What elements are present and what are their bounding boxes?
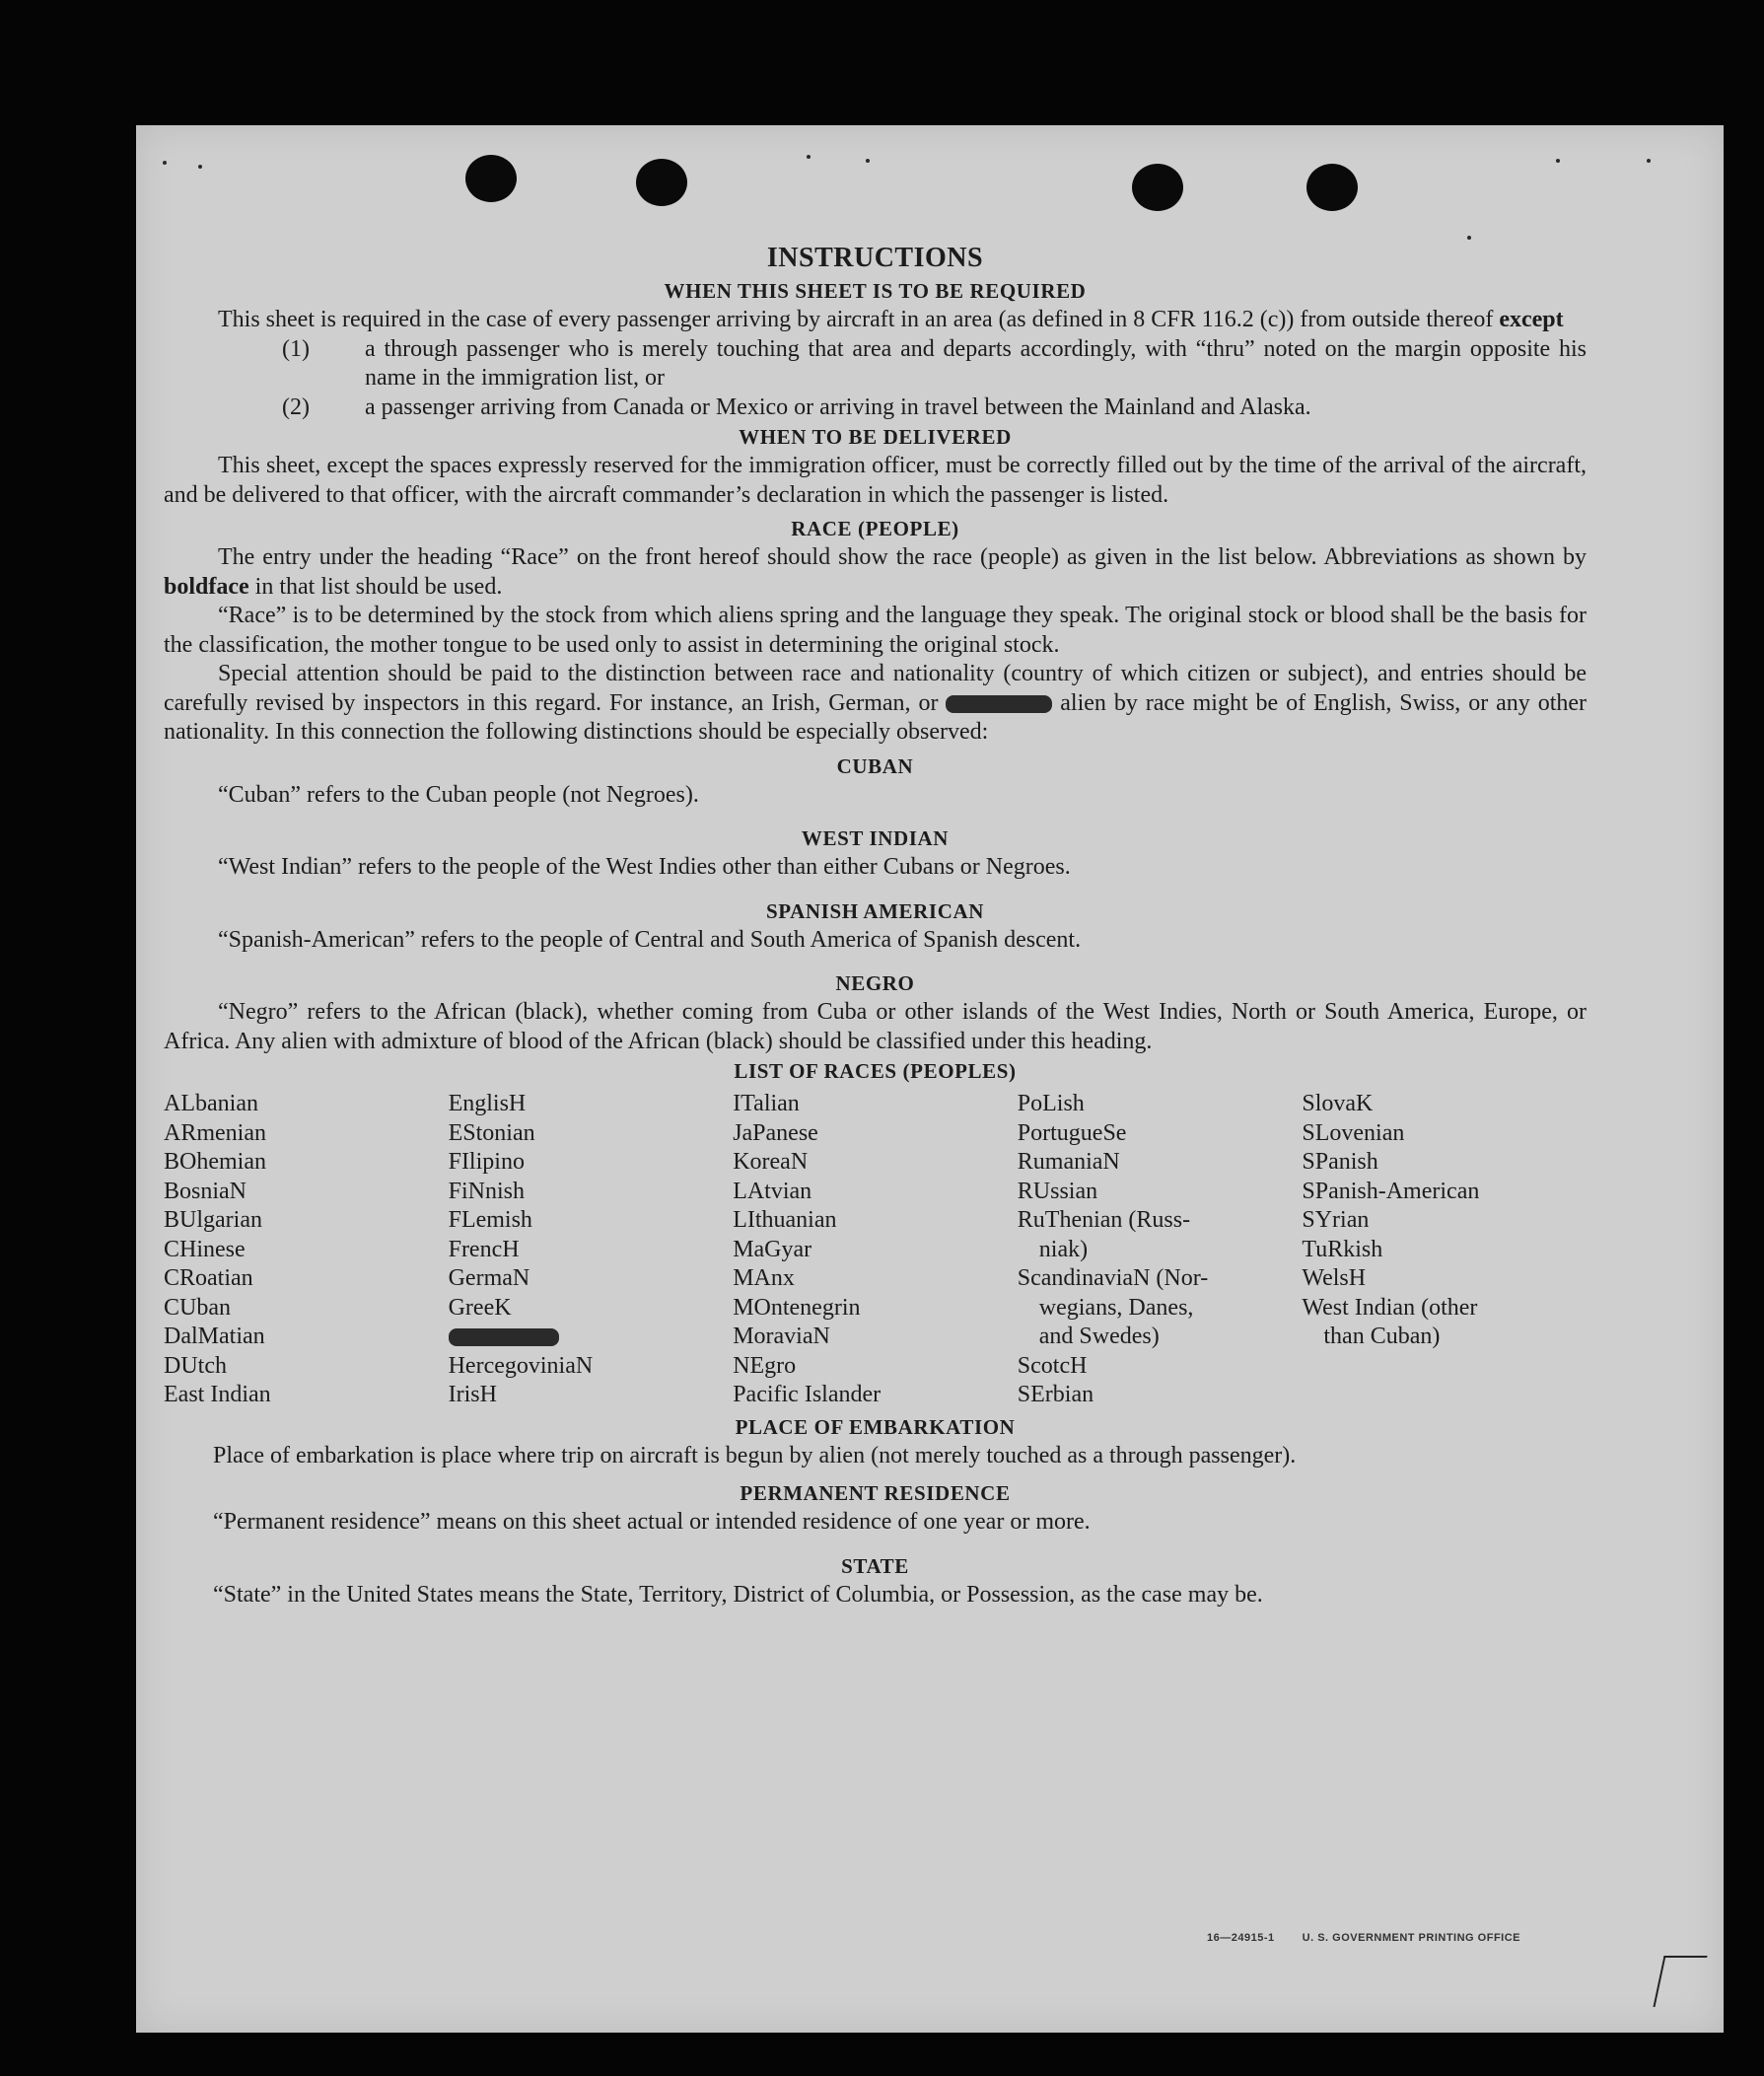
race-entry: SlovaK — [1302, 1091, 1374, 1116]
race-entry: PoLish — [1017, 1091, 1085, 1116]
race-entry: RUssian — [1017, 1178, 1098, 1204]
race-entry: MAnx — [733, 1265, 795, 1291]
punch-hole — [1306, 164, 1358, 211]
page-title: INSTRUCTIONS — [766, 243, 984, 273]
race-entry: SPanish-American — [1302, 1178, 1480, 1204]
document-sheet — [136, 125, 1724, 2033]
race-text: in that list should be used. — [254, 573, 503, 600]
form-footer — [1207, 1932, 1520, 1944]
boldface-word: boldface — [164, 573, 249, 600]
race-entry: CUban — [164, 1294, 231, 1321]
heading-cuban: CUBAN — [836, 753, 914, 778]
race-text: The entry under the heading “Race” on the front hereof should show the race (people) as given in the list below. Abbreviations as shown by — [218, 544, 1587, 570]
race-entry: SPanish — [1302, 1149, 1378, 1175]
race-entry: EStonian — [448, 1119, 535, 1146]
race-entry: NEgro — [733, 1352, 797, 1379]
list-item — [282, 335, 1587, 394]
paragraph-spanish-american: “Spanish-American” refers to the people of Central and South America of Spanish descent. — [218, 926, 1082, 953]
speck — [163, 161, 167, 165]
race-entry: FLemish — [448, 1207, 532, 1233]
races-list — [164, 1090, 1587, 1410]
races-column — [733, 1090, 1018, 1410]
paragraph-when-delivered: This sheet, except the spaces expressly reserved for the immigration officer, must be correctly filled out by the time of the arrival of the aircraft, and be delivered to that officer, with the aircraft commander’s declaration in which the passenger is listed. — [164, 453, 1587, 508]
redaction-blot — [946, 695, 1052, 713]
races-column — [1302, 1090, 1587, 1410]
heading-west-indian: WEST INDIAN — [801, 826, 950, 850]
race-entry: ScandinaviaN (Nor- — [1017, 1265, 1209, 1291]
paragraph-embarkation: Place of embarkation is place where trip on aircraft is begun by alien (not merely touched as a through passenger). — [213, 1442, 1297, 1468]
paragraph-west-indian: “West Indian” refers to the people of the West Indies other than either Cubans or Negroes. — [218, 854, 1071, 880]
heading-state: STATE — [841, 1553, 909, 1578]
race-entry: ALbanian — [164, 1091, 258, 1116]
race-entry: ITalian — [733, 1091, 800, 1116]
heading-embarkation: PLACE OF EMBARKATION — [735, 1414, 1016, 1439]
paragraph-cuban: “Cuban” refers to the Cuban people (not Negroes). — [218, 781, 699, 808]
race-entry-continued: than Cuban) — [1323, 1324, 1441, 1349]
race-entry: Pacific Islander — [733, 1382, 882, 1407]
redaction-blot — [449, 1328, 559, 1346]
race-entry: FiNnish — [448, 1178, 525, 1204]
race-entry: GermaN — [448, 1265, 530, 1291]
race-entry: LIthuanian — [733, 1207, 837, 1233]
paragraph-race-1 — [164, 543, 1587, 602]
paragraph-race-2: “Race” is to be determined by the stock from which aliens spring and the language they speak. The original stock or blood shall be the basis for the classification, the mother tongue to be used only to assist in determining the original stock. — [164, 603, 1587, 658]
race-entry: DalMatian — [164, 1324, 265, 1349]
race-entry: RuThenian (Russ- — [1017, 1207, 1191, 1233]
speck — [198, 165, 202, 169]
race-entry: MoraviaN — [733, 1324, 830, 1349]
paragraph-permanent-residence: “Permanent residence” means on this sheet actual or intended residence of one year or more. — [213, 1509, 1091, 1535]
speck — [807, 155, 811, 159]
heading-when-delivered: WHEN TO BE DELIVERED — [739, 425, 1012, 449]
race-text: alien by race might be of English, Swiss, or any other nationality. In this connection the following distinctions should be especially observed: — [164, 689, 1588, 745]
race-entry: SYrian — [1302, 1207, 1370, 1233]
speck — [866, 159, 870, 163]
form-number: 16—24915-1 — [1207, 1932, 1275, 1944]
race-entry: ARmenian — [164, 1119, 266, 1146]
speck — [1467, 236, 1471, 240]
heading-race: RACE (PEOPLE) — [791, 517, 959, 540]
race-entry: KoreaN — [733, 1149, 809, 1175]
race-entry-continued: and Swedes) — [1038, 1324, 1160, 1349]
race-entry: WelsH — [1302, 1265, 1367, 1291]
item-text: a through passenger who is merely touching that area and departs accordingly, with “thru” noted on the margin opposite his name in the immigration list, or — [365, 335, 1587, 391]
races-column — [164, 1090, 449, 1410]
race-entry: SErbian — [1017, 1382, 1094, 1407]
speck — [1556, 159, 1560, 163]
race-entry: MaGyar — [733, 1236, 812, 1262]
race-entry: TuRkish — [1302, 1236, 1383, 1262]
heading-negro: NEGRO — [835, 971, 915, 995]
race-entry: CRoatian — [164, 1265, 253, 1291]
item-number: (2) — [282, 394, 310, 420]
punch-hole — [1132, 164, 1183, 211]
folded-corner — [1653, 1956, 1707, 2007]
race-entry: SLovenian — [1302, 1119, 1405, 1146]
paragraph-race-3 — [164, 660, 1587, 748]
race-entry: LAtvian — [733, 1178, 812, 1204]
race-entry: CHinese — [164, 1236, 246, 1262]
races-column — [1018, 1090, 1303, 1410]
item-number: (1) — [282, 335, 310, 362]
race-entry: JaPanese — [733, 1119, 818, 1146]
punch-hole — [465, 155, 517, 202]
heading-when-required: WHEN THIS SHEET IS TO BE REQUIRED — [664, 279, 1087, 303]
race-entry: BosniaN — [164, 1178, 247, 1204]
speck — [1647, 159, 1651, 163]
paragraph-negro: “Negro” refers to the African (black), whether coming from Cuba or other islands of the West Indies, North or South America, Europe, or Africa. Any alien with admixture of blood of the African (black) should be classified under this heading. — [164, 999, 1587, 1054]
race-entry-continued: niak) — [1038, 1236, 1089, 1262]
race-entry-redacted — [449, 1323, 734, 1352]
list-item — [282, 394, 1587, 423]
race-text: Special attention should be paid to the distinction between race and nationality (country of which citizen or subject), and entries should be carefully revised by inspectors in this regard. For instance, an Irish, German, or — [164, 661, 1587, 716]
race-entry-continued: wegians, Danes, — [1038, 1294, 1194, 1321]
race-entry: East Indian — [164, 1382, 271, 1407]
race-entry: ScotcH — [1017, 1352, 1088, 1379]
except-bold: except — [1499, 307, 1564, 332]
race-entry: EnglisH — [448, 1091, 527, 1116]
race-entry: HercegoviniaN — [448, 1352, 594, 1379]
race-entry: West Indian (other — [1302, 1294, 1478, 1321]
race-entry: IrisH — [448, 1382, 497, 1407]
heading-spanish-american: SPANISH AMERICAN — [766, 898, 984, 923]
race-entry: RumaniaN — [1017, 1149, 1120, 1175]
paragraph-when-required — [164, 306, 1587, 335]
heading-list-of-races: LIST OF RACES (PEOPLES) — [734, 1059, 1017, 1083]
race-entry: GreeK — [448, 1294, 512, 1321]
punch-hole — [636, 159, 687, 206]
item-text: a passenger arriving from Canada or Mexico or arriving in travel between the Mainland and Alaska. — [365, 394, 1311, 420]
race-entry: BUlgarian — [164, 1207, 262, 1233]
paragraph-state: “State” in the United States means the State, Territory, District of Columbia, or Possession, as the case may be. — [213, 1581, 1263, 1608]
race-entry: FrencH — [448, 1236, 520, 1262]
race-entry: PortugueSe — [1017, 1119, 1127, 1146]
printer-imprint: U. S. GOVERNMENT PRINTING OFFICE — [1302, 1932, 1520, 1944]
race-entry: BOhemian — [164, 1149, 266, 1175]
race-entry: DUtch — [164, 1352, 227, 1379]
race-entry: FIlipino — [448, 1149, 525, 1175]
races-column — [449, 1090, 734, 1410]
when-required-text: This sheet is required in the case of every passenger arriving by aircraft in an area (as defined in 8 CFR 116.2 (c)) from outside thereof — [218, 307, 1494, 332]
heading-permanent-residence: PERMANENT RESIDENCE — [740, 1481, 1011, 1505]
instructions-content — [164, 241, 1587, 1610]
race-entry: MOntenegrin — [733, 1294, 861, 1321]
